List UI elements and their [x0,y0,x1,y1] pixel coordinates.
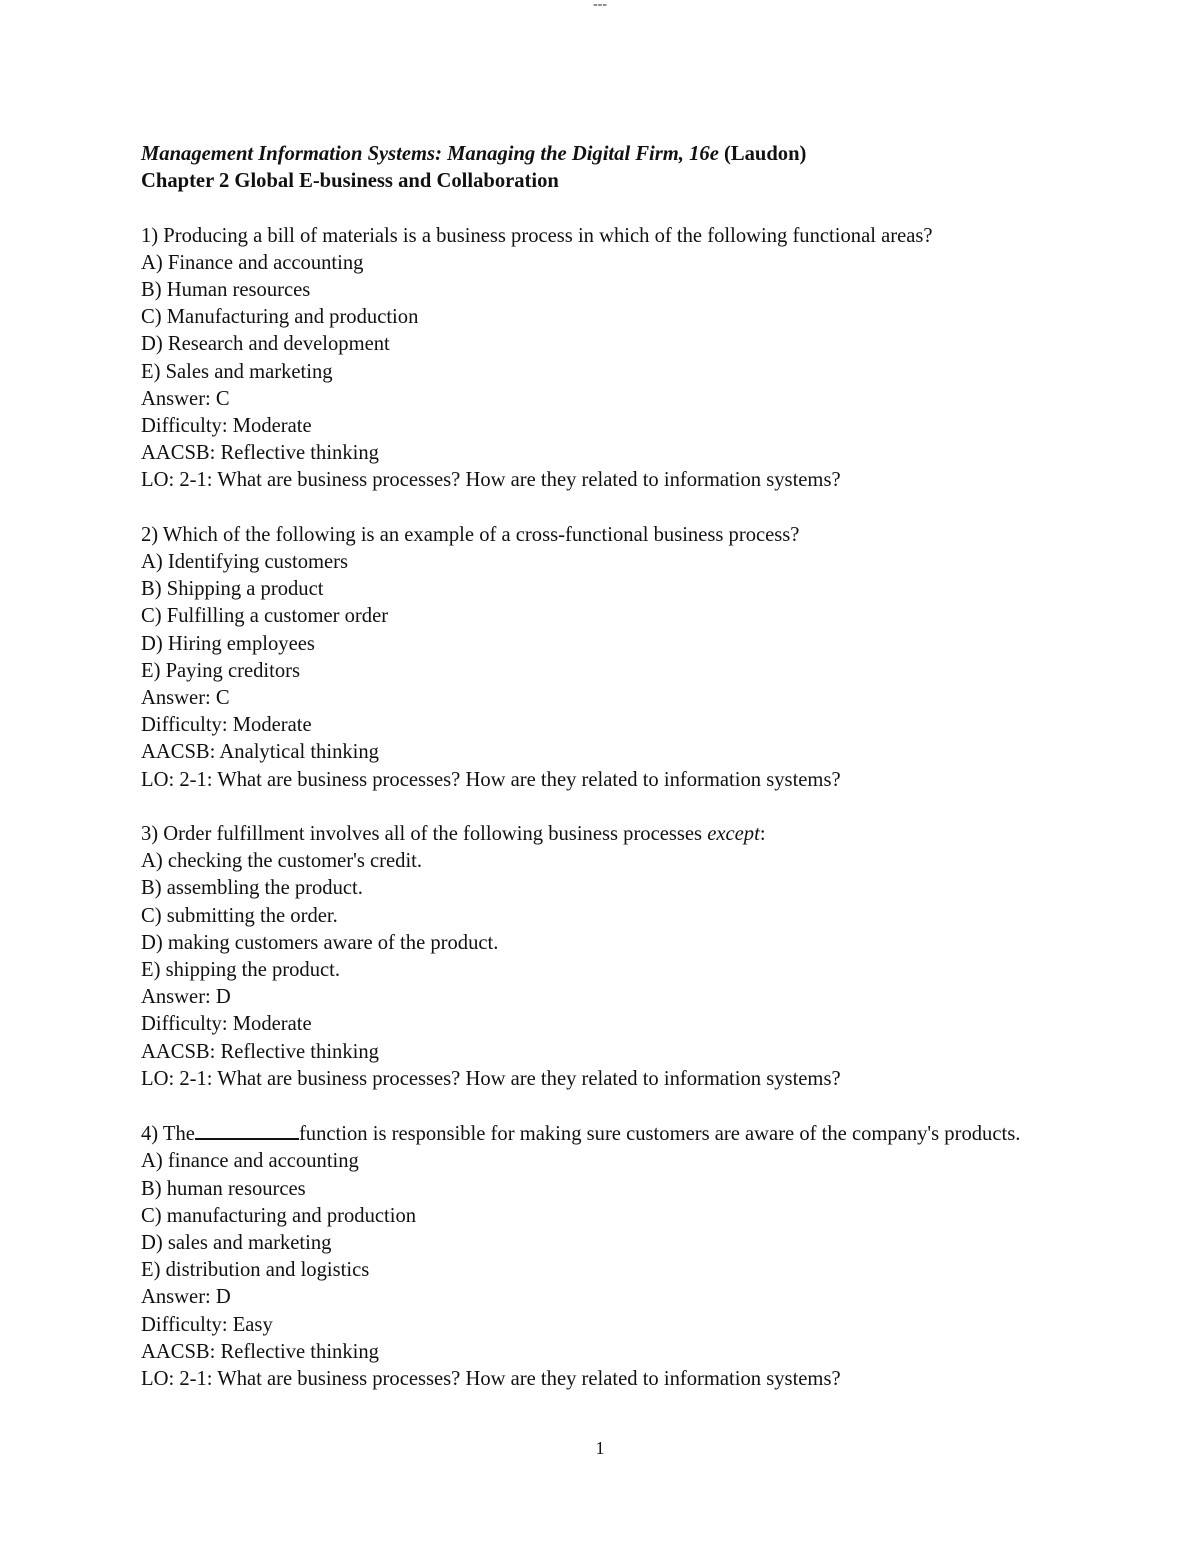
document-page [141,141,1071,1393]
stem-continuation: function is responsible for making sure customers are aware of the company's products. [298,1123,1021,1146]
option-a: A) checking the customer's credit. [141,850,423,873]
question-stem [141,1120,1071,1148]
stem-text: 4) The [141,1123,195,1146]
document-title [141,141,1071,168]
option-e: E) shipping the product. [141,959,341,982]
stem-text: 3) Order fulfillment involves all of the following business processes [141,823,708,846]
answer: Answer: C [141,387,230,410]
answer: Answer: D [141,1286,231,1309]
question-stem: 2) Which of the following is an example of a cross-functional business process? [141,523,800,546]
fill-in-blank [195,1120,299,1140]
option-d: D) Research and development [141,333,390,356]
option-c: C) Manufacturing and production [141,306,419,329]
option-d: D) sales and marketing [141,1232,332,1255]
question-3 [141,821,1071,1093]
aacsb: AACSB: Reflective thinking [141,1340,379,1363]
option-a: A) Identifying customers [141,551,349,574]
option-c: C) manufacturing and production [141,1204,417,1227]
book-title: Management Information Systems: Managing the Digital Firm, 16e [141,143,719,165]
option-e: E) Sales and marketing [141,360,333,383]
learning-objective: LO: 2-1: What are business processes? How are they related to information systems? [141,768,841,791]
option-c: C) Fulfilling a customer order [141,605,389,628]
option-d: D) Hiring employees [141,632,315,655]
option-c: C) submitting the order. [141,904,338,927]
aacsb: AACSB: Reflective thinking [141,442,379,465]
learning-objective: LO: 2-1: What are business processes? How are they related to information systems? [141,1067,841,1090]
stem-punctuation: : [759,823,766,846]
aacsb: AACSB: Analytical thinking [141,741,379,764]
option-e: E) Paying creditors [141,659,300,682]
stem-emphasis: except [707,823,760,846]
difficulty: Difficulty: Moderate [141,714,312,737]
difficulty: Difficulty: Easy [141,1313,273,1336]
aacsb: AACSB: Reflective thinking [141,1040,379,1063]
option-b: B) Shipping a product [141,578,324,601]
question-stem [141,821,1071,848]
option-a: A) finance and accounting [141,1150,359,1173]
option-d: D) making customers aware of the product. [141,931,499,954]
book-author: (Laudon) [724,143,807,165]
option-b: B) Human resources [141,279,311,301]
difficulty: Difficulty: Moderate [141,1013,312,1036]
page-number: 1 [595,1438,605,1458]
question-stem: 1) Producing a bill of materials is a business process in which of the following functional areas? [141,224,933,247]
option-b: B) human resources [141,1177,306,1200]
learning-objective: LO: 2-1: What are business processes? How are they related to information systems? [141,469,841,492]
header-mark: --- [593,0,607,12]
option-e: E) distribution and logistics [141,1259,370,1282]
chapter-heading: Chapter 2 Global E-business and Collaboration [141,170,559,193]
option-a: A) Finance and accounting [141,251,364,274]
answer: Answer: C [141,687,230,710]
question-1 [141,223,1071,495]
answer: Answer: D [141,986,231,1009]
option-b: B) assembling the product. [141,877,363,900]
question-4 [141,1120,1071,1393]
learning-objective: LO: 2-1: What are business processes? How are they related to information systems? [141,1368,841,1391]
difficulty: Difficulty: Moderate [141,415,312,438]
question-2 [141,522,1071,794]
